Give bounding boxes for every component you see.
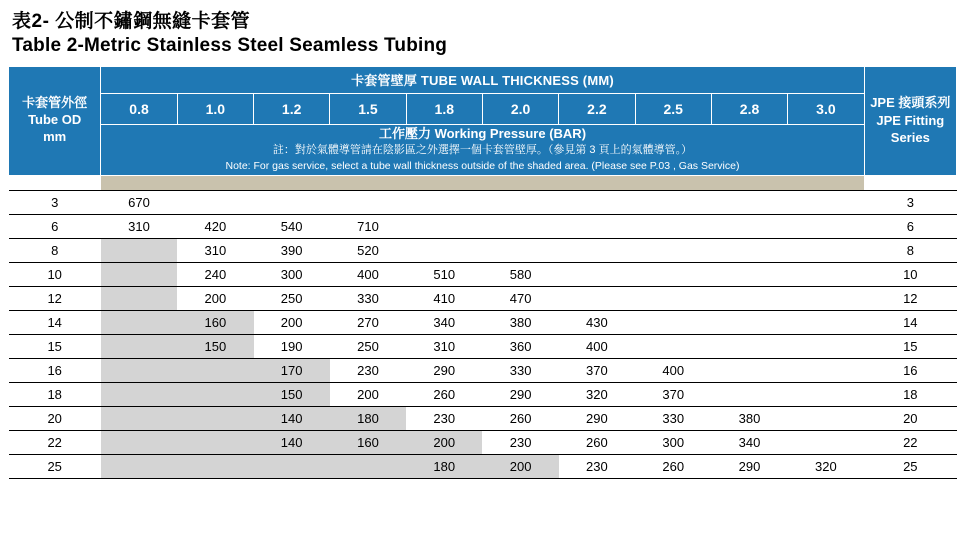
cell-value bbox=[177, 430, 253, 454]
header-tube-od-zh: 卡套管外徑 bbox=[22, 95, 88, 111]
cell-value: 470 bbox=[482, 286, 558, 310]
cell-od: 20 bbox=[9, 406, 101, 430]
cell-value: 260 bbox=[635, 454, 711, 478]
cell-value: 300 bbox=[635, 430, 711, 454]
header-pressure-title: 工作壓力 Working Pressure (BAR) bbox=[378, 125, 587, 141]
table-row bbox=[9, 358, 957, 382]
header-thickness-2: 1.2 bbox=[254, 93, 330, 124]
cell-value bbox=[482, 190, 558, 214]
cell-value: 230 bbox=[559, 454, 635, 478]
cell-value bbox=[101, 286, 177, 310]
header-jpe-en-1: JPE Fitting bbox=[876, 112, 945, 128]
header-thickness-1: 1.0 bbox=[177, 93, 253, 124]
cell-value: 710 bbox=[330, 214, 406, 238]
header-jpe-en-2: Series bbox=[890, 130, 930, 146]
cell-value bbox=[559, 190, 635, 214]
cell-od: 22 bbox=[9, 430, 101, 454]
separator-right bbox=[864, 175, 956, 190]
cell-value bbox=[482, 238, 558, 262]
cell-jpe: 8 bbox=[864, 238, 956, 262]
cell-value: 310 bbox=[406, 334, 482, 358]
cell-value: 520 bbox=[330, 238, 406, 262]
cell-value: 140 bbox=[254, 406, 330, 430]
cell-jpe: 22 bbox=[864, 430, 956, 454]
title-english: Table 2-Metric Stainless Steel Seamless Tubing bbox=[12, 34, 448, 56]
cell-value: 230 bbox=[330, 358, 406, 382]
cell-value: 180 bbox=[406, 454, 482, 478]
title-block bbox=[12, 10, 957, 58]
cell-value: 410 bbox=[406, 286, 482, 310]
cell-value bbox=[101, 334, 177, 358]
cell-value: 230 bbox=[482, 430, 558, 454]
cell-value bbox=[788, 430, 864, 454]
header-row-pressure bbox=[9, 124, 957, 175]
table-row bbox=[9, 238, 957, 262]
cell-value: 260 bbox=[482, 406, 558, 430]
cell-value bbox=[406, 238, 482, 262]
cell-value: 330 bbox=[482, 358, 558, 382]
table-row bbox=[9, 286, 957, 310]
cell-value bbox=[711, 334, 787, 358]
cell-value bbox=[788, 190, 864, 214]
cell-od: 25 bbox=[9, 454, 101, 478]
header-note-zh: 註：對於氣體導管請在陰影區之外選擇一個卡套管壁厚。（參見第 3 頁上的氣體導管。） bbox=[272, 144, 693, 157]
header-tube-od-en: Tube OD bbox=[28, 112, 82, 128]
cell-value: 670 bbox=[101, 190, 177, 214]
cell-value: 330 bbox=[635, 406, 711, 430]
cell-value bbox=[559, 262, 635, 286]
cell-value bbox=[788, 286, 864, 310]
cell-value: 260 bbox=[406, 382, 482, 406]
cell-od: 3 bbox=[9, 190, 101, 214]
cell-value bbox=[635, 214, 711, 238]
cell-value: 170 bbox=[254, 358, 330, 382]
separator-strip bbox=[9, 175, 957, 190]
cell-value bbox=[788, 382, 864, 406]
cell-jpe: 25 bbox=[864, 454, 956, 478]
cell-value: 140 bbox=[254, 430, 330, 454]
cell-value: 150 bbox=[254, 382, 330, 406]
cell-jpe: 12 bbox=[864, 286, 956, 310]
cell-value bbox=[101, 262, 177, 286]
cell-value bbox=[559, 286, 635, 310]
table-row bbox=[9, 310, 957, 334]
cell-value: 270 bbox=[330, 310, 406, 334]
cell-value: 370 bbox=[559, 358, 635, 382]
header-thickness-8: 2.8 bbox=[711, 93, 787, 124]
cell-value: 260 bbox=[559, 430, 635, 454]
cell-value bbox=[101, 406, 177, 430]
cell-value bbox=[711, 286, 787, 310]
cell-value: 320 bbox=[559, 382, 635, 406]
header-thickness-9: 3.0 bbox=[788, 93, 864, 124]
cell-value: 580 bbox=[482, 262, 558, 286]
cell-value bbox=[635, 238, 711, 262]
cell-value bbox=[177, 406, 253, 430]
header-thickness-3: 1.5 bbox=[330, 93, 406, 124]
cell-value bbox=[177, 382, 253, 406]
cell-value bbox=[635, 286, 711, 310]
cell-value bbox=[254, 190, 330, 214]
cell-value bbox=[254, 454, 330, 478]
cell-jpe: 20 bbox=[864, 406, 956, 430]
cell-value bbox=[406, 190, 482, 214]
cell-value: 150 bbox=[177, 334, 253, 358]
header-row-wall-title bbox=[9, 66, 957, 93]
cell-value bbox=[635, 190, 711, 214]
header-tube-od bbox=[9, 66, 101, 175]
cell-value: 290 bbox=[406, 358, 482, 382]
cell-od: 16 bbox=[9, 358, 101, 382]
cell-value bbox=[788, 310, 864, 334]
cell-value bbox=[711, 262, 787, 286]
cell-value bbox=[788, 334, 864, 358]
cell-jpe: 15 bbox=[864, 334, 956, 358]
cell-value bbox=[788, 358, 864, 382]
header-thickness-7: 2.5 bbox=[635, 93, 711, 124]
cell-value bbox=[788, 214, 864, 238]
table-row bbox=[9, 262, 957, 286]
header-tube-od-unit: mm bbox=[43, 128, 67, 144]
cell-value bbox=[711, 382, 787, 406]
cell-value bbox=[635, 262, 711, 286]
cell-value: 400 bbox=[635, 358, 711, 382]
cell-value: 200 bbox=[330, 382, 406, 406]
cell-value: 400 bbox=[559, 334, 635, 358]
cell-value: 340 bbox=[711, 430, 787, 454]
cell-od: 10 bbox=[9, 262, 101, 286]
table-row bbox=[9, 430, 957, 454]
cell-value bbox=[559, 238, 635, 262]
header-thickness-0: 0.8 bbox=[101, 93, 177, 124]
cell-value bbox=[177, 454, 253, 478]
cell-od: 15 bbox=[9, 334, 101, 358]
table-row bbox=[9, 406, 957, 430]
cell-od: 14 bbox=[9, 310, 101, 334]
cell-value bbox=[788, 238, 864, 262]
cell-value: 290 bbox=[711, 454, 787, 478]
cell-jpe: 18 bbox=[864, 382, 956, 406]
cell-value bbox=[101, 430, 177, 454]
table-row bbox=[9, 190, 957, 214]
cell-value bbox=[330, 190, 406, 214]
cell-od: 12 bbox=[9, 286, 101, 310]
cell-value bbox=[711, 310, 787, 334]
cell-value: 430 bbox=[559, 310, 635, 334]
cell-value: 510 bbox=[406, 262, 482, 286]
cell-value: 190 bbox=[254, 334, 330, 358]
cell-jpe: 10 bbox=[864, 262, 956, 286]
cell-value: 330 bbox=[330, 286, 406, 310]
cell-jpe: 6 bbox=[864, 214, 956, 238]
cell-value: 200 bbox=[254, 310, 330, 334]
cell-od: 18 bbox=[9, 382, 101, 406]
cell-value: 200 bbox=[406, 430, 482, 454]
cell-value bbox=[711, 214, 787, 238]
header-jpe-zh: JPE 接頭系列 bbox=[870, 95, 951, 111]
cell-jpe: 16 bbox=[864, 358, 956, 382]
cell-value: 390 bbox=[254, 238, 330, 262]
header-thickness-5: 2.0 bbox=[482, 93, 558, 124]
cell-value: 230 bbox=[406, 406, 482, 430]
table-row bbox=[9, 382, 957, 406]
cell-value bbox=[635, 310, 711, 334]
cell-value bbox=[559, 214, 635, 238]
cell-value bbox=[101, 358, 177, 382]
cell-value: 290 bbox=[482, 382, 558, 406]
cell-value: 300 bbox=[254, 262, 330, 286]
cell-value: 180 bbox=[330, 406, 406, 430]
header-thickness-4: 1.8 bbox=[406, 93, 482, 124]
cell-value bbox=[482, 214, 558, 238]
cell-value bbox=[101, 454, 177, 478]
cell-value: 160 bbox=[330, 430, 406, 454]
cell-value bbox=[101, 310, 177, 334]
cell-value: 400 bbox=[330, 262, 406, 286]
cell-value: 360 bbox=[482, 334, 558, 358]
cell-value: 320 bbox=[788, 454, 864, 478]
header-jpe-series bbox=[864, 66, 956, 175]
cell-value: 370 bbox=[635, 382, 711, 406]
cell-value: 290 bbox=[559, 406, 635, 430]
cell-value: 200 bbox=[177, 286, 253, 310]
cell-jpe: 14 bbox=[864, 310, 956, 334]
table-row bbox=[9, 334, 957, 358]
cell-value bbox=[101, 238, 177, 262]
cell-od: 6 bbox=[9, 214, 101, 238]
separator-middle bbox=[101, 175, 864, 190]
separator-left bbox=[9, 175, 101, 190]
cell-value: 340 bbox=[406, 310, 482, 334]
cell-value bbox=[177, 190, 253, 214]
cell-value bbox=[101, 382, 177, 406]
header-note-en: Note: For gas service, select a tube wall thickness outside of the shaded area. (Please see P.03 , Gas Service) bbox=[225, 160, 740, 173]
tubing-pressure-table bbox=[8, 66, 957, 479]
cell-value: 310 bbox=[177, 238, 253, 262]
cell-value: 540 bbox=[254, 214, 330, 238]
cell-value bbox=[788, 406, 864, 430]
cell-value: 240 bbox=[177, 262, 253, 286]
header-working-pressure bbox=[101, 124, 864, 175]
cell-value: 380 bbox=[482, 310, 558, 334]
cell-value bbox=[406, 214, 482, 238]
cell-value bbox=[635, 334, 711, 358]
table-row bbox=[9, 454, 957, 478]
cell-value: 420 bbox=[177, 214, 253, 238]
title-chinese: 表2- 公制不鏽鋼無縫卡套管 bbox=[12, 11, 251, 32]
cell-value bbox=[177, 358, 253, 382]
header-thickness-6: 2.2 bbox=[559, 93, 635, 124]
cell-value bbox=[788, 262, 864, 286]
cell-value: 250 bbox=[254, 286, 330, 310]
cell-value bbox=[330, 454, 406, 478]
header-row-thickness-values bbox=[9, 93, 957, 124]
cell-value bbox=[711, 190, 787, 214]
cell-value bbox=[711, 238, 787, 262]
cell-value: 310 bbox=[101, 214, 177, 238]
cell-od: 8 bbox=[9, 238, 101, 262]
cell-jpe: 3 bbox=[864, 190, 956, 214]
cell-value: 380 bbox=[711, 406, 787, 430]
cell-value: 250 bbox=[330, 334, 406, 358]
cell-value bbox=[711, 358, 787, 382]
cell-value: 160 bbox=[177, 310, 253, 334]
header-wall-thickness-title: 卡套管壁厚 TUBE WALL THICKNESS (MM) bbox=[101, 66, 864, 93]
table-row bbox=[9, 214, 957, 238]
cell-value: 200 bbox=[482, 454, 558, 478]
